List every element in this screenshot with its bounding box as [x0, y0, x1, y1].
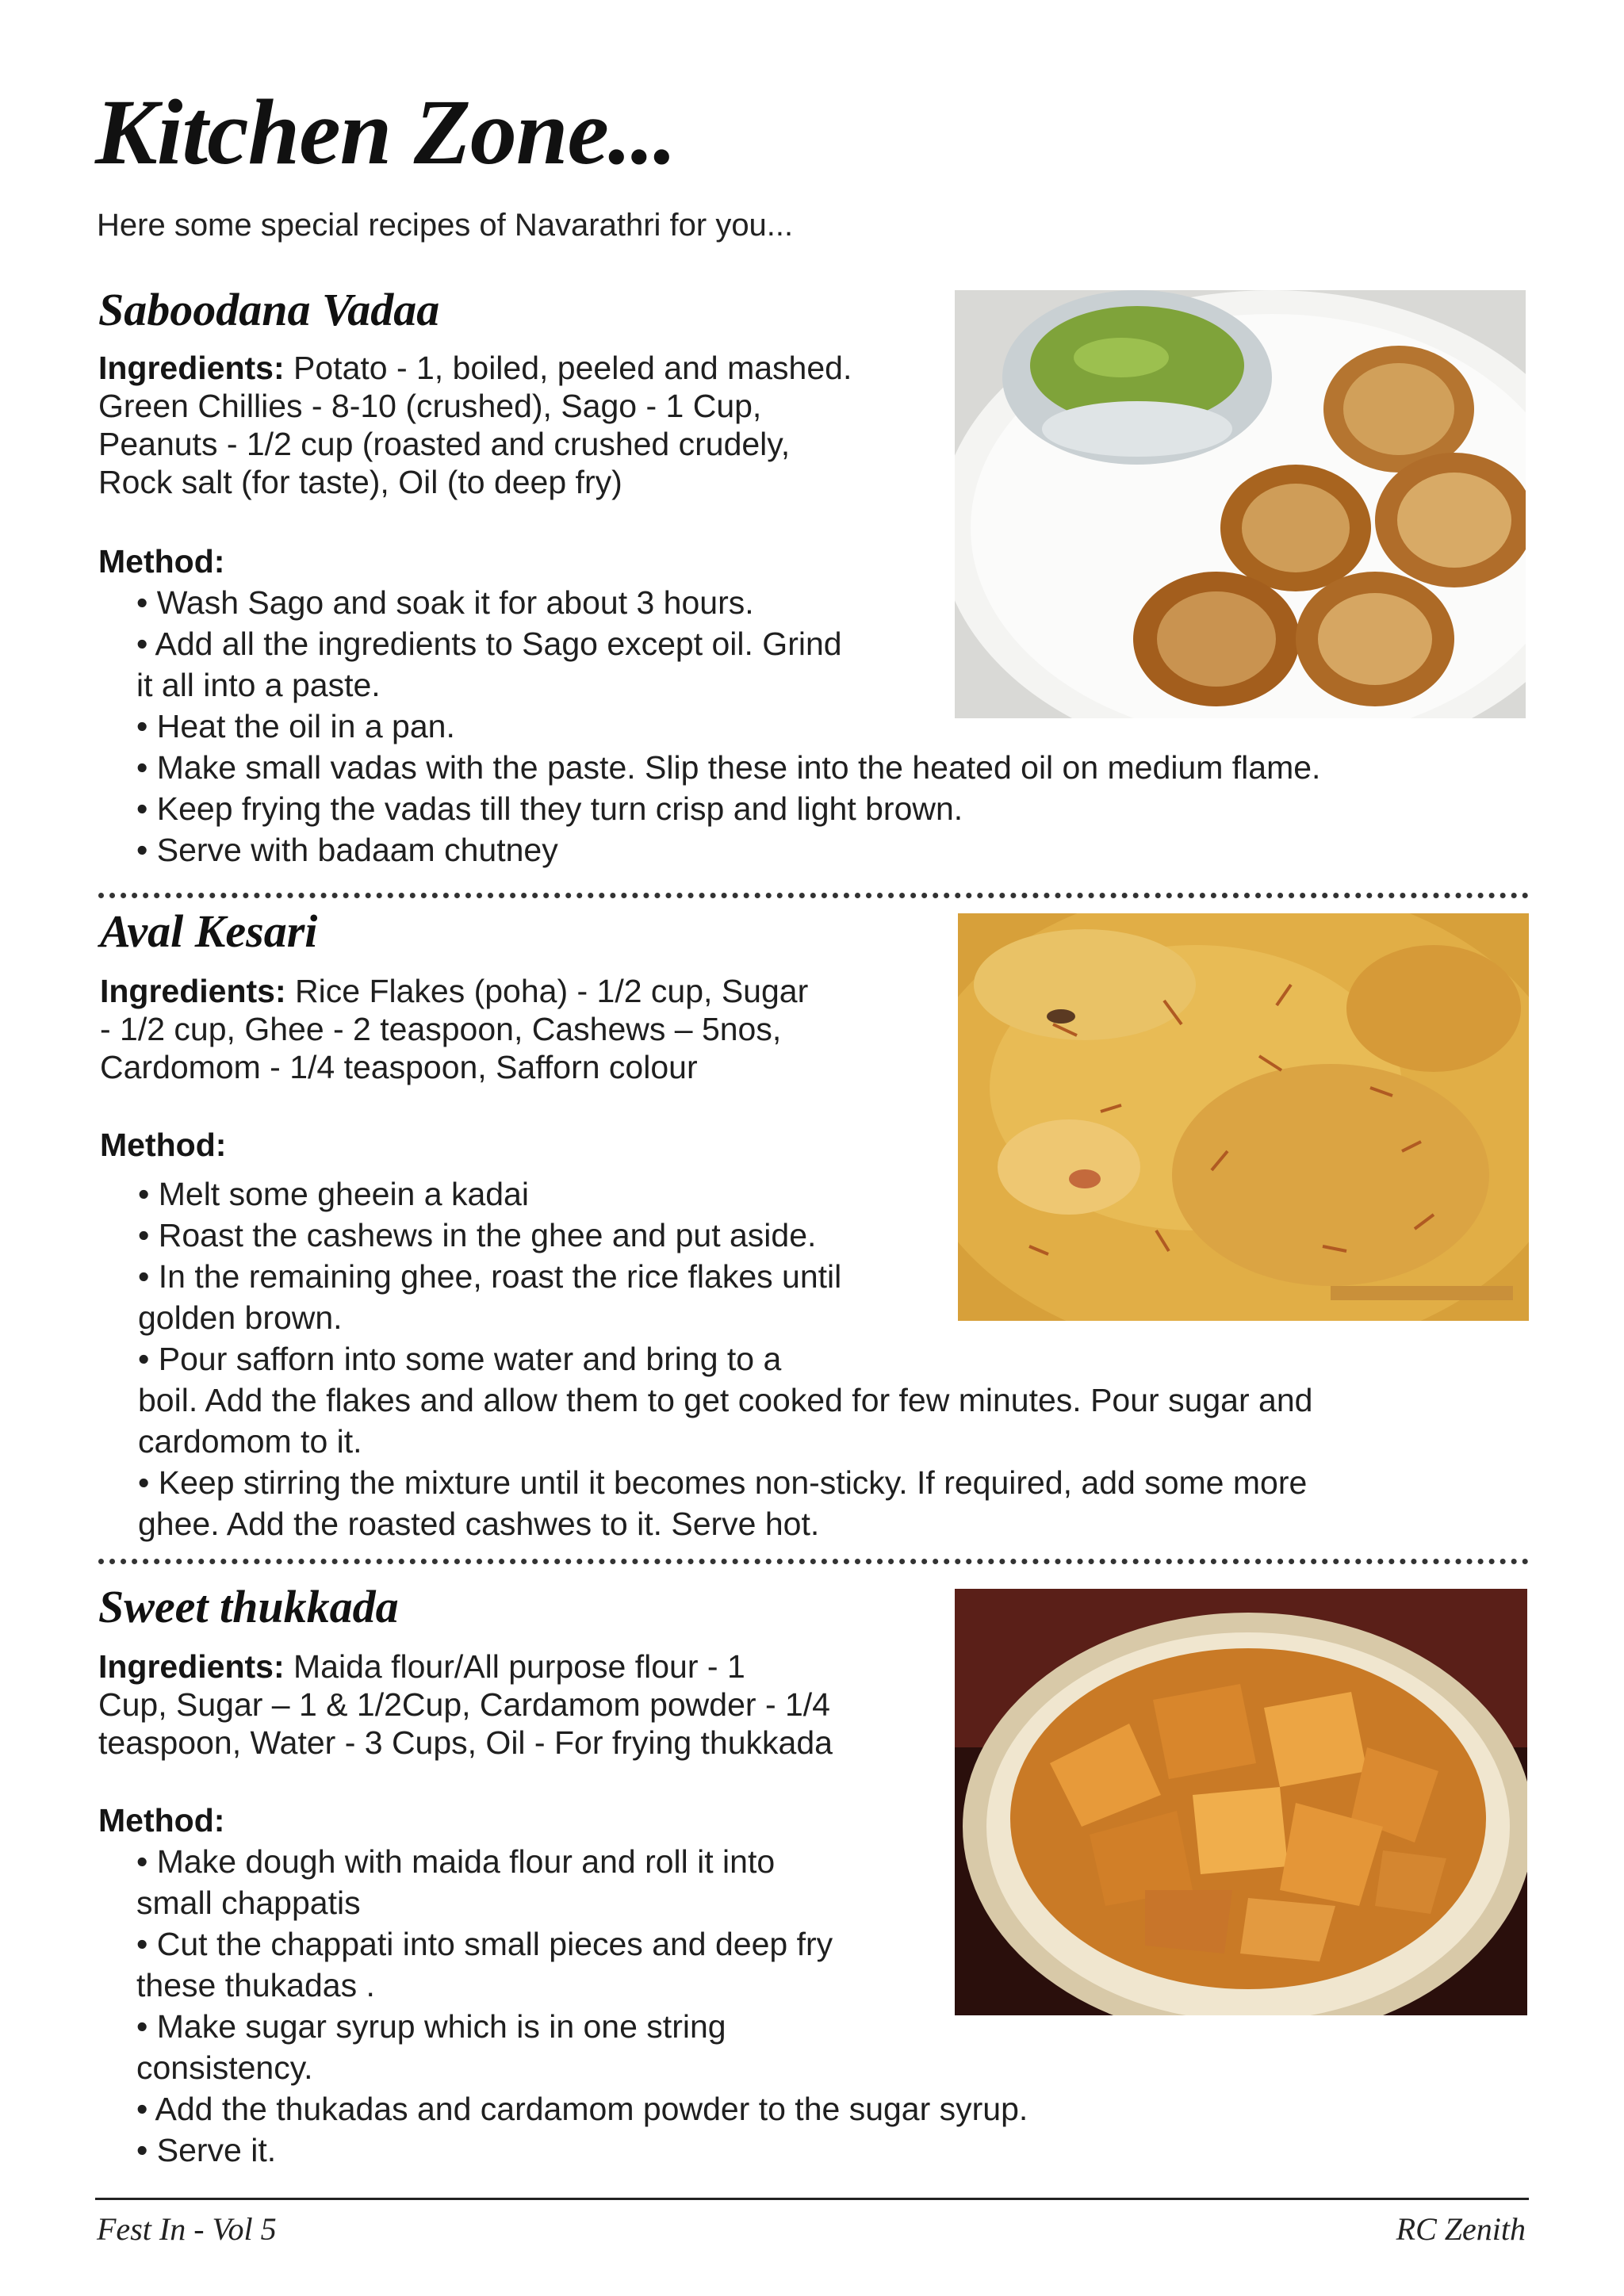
method-step: • Make small vadas with the paste. Slip these into the heated oil on medium flame.: [136, 749, 1321, 786]
footer-right: RC Zenith: [1396, 2211, 1526, 2247]
method-step: • Cut the chappati into small pieces and deep fry: [136, 1926, 833, 1962]
method-label: Method:: [98, 543, 225, 580]
recipe-title: Sweet thukkada: [98, 1581, 399, 1632]
method-step: • Make dough with maida flour and roll it into: [136, 1843, 776, 1880]
ingredients-label: Ingredients:: [98, 350, 285, 386]
method-step: consistency.: [136, 2049, 313, 2086]
method-step: • Melt some gheein a kadai: [138, 1176, 529, 1212]
method-step: • Roast the cashews in the ghee and put aside.: [138, 1217, 817, 1253]
ingredients-line: Cardomom - 1/4 teaspoon, Safforn colour: [100, 1049, 698, 1085]
sabudana-vada-photo: [955, 290, 1526, 718]
method-step: • Add all the ingredients to Sago except oil. Grind: [136, 626, 842, 662]
ingredients-line: Rock salt (for taste), Oil (to deep fry): [98, 464, 622, 500]
ingredients-line: Ingredients: Maida flour/All purpose flour - 1: [98, 1648, 745, 1685]
aval-kesari-photo: [958, 913, 1529, 1321]
recipe-title: Saboodana Vadaa: [98, 284, 440, 335]
section-divider: [98, 893, 1529, 898]
method-step: • Heat the oil in a pan.: [136, 708, 455, 744]
recipe-title: Aval Kesari: [100, 905, 318, 957]
method-step: these thukadas .: [136, 1967, 375, 2003]
ingredients-line: Cup, Sugar – 1 & 1/2Cup, Cardamom powder - 1/4: [98, 1686, 830, 1723]
ingredients-line: Ingredients: Potato - 1, boiled, peeled and mashed.: [98, 350, 852, 386]
method-step: ghee. Add the roasted cashwes to it. Serve hot.: [138, 1506, 820, 1542]
method-step: • In the remaining ghee, roast the rice flakes until: [138, 1258, 842, 1295]
ingredients-label: Ingredients:: [98, 1648, 285, 1685]
ingredients-line: Ingredients: Rice Flakes (poha) - 1/2 cup, Sugar: [100, 973, 809, 1009]
method-label: Method:: [98, 1802, 225, 1839]
method-step: small chappatis: [136, 1885, 361, 1921]
footer-rule: [95, 2198, 1529, 2200]
footer-left: Fest In - Vol 5: [97, 2211, 277, 2247]
method-label: Method:: [100, 1127, 227, 1163]
method-step: • Keep frying the vadas till they turn crisp and light brown.: [136, 790, 963, 827]
method-step: cardomom to it.: [138, 1423, 362, 1460]
section-divider: [98, 1559, 1529, 1564]
ingredients-line: Peanuts - 1/2 cup (roasted and crushed crudely,: [98, 426, 791, 462]
method-step: • Add the thukadas and cardamom powder to the sugar syrup.: [136, 2091, 1028, 2127]
sweet-thukkada-photo: [955, 1589, 1527, 2015]
method-step: it all into a paste.: [136, 667, 381, 703]
intro-text: Here some special recipes of Navarathri for you...: [97, 208, 794, 243]
method-step: • Keep stirring the mixture until it becomes non-sticky. If required, add some more: [138, 1464, 1308, 1501]
ingredients: [98, 1647, 955, 1762]
ingredients: [100, 972, 956, 1086]
ingredients-line: - 1/2 cup, Ghee - 2 teaspoon, Cashews – 5nos,: [100, 1011, 782, 1047]
method-step: boil. Add the flakes and allow them to get cooked for few minutes. Pour sugar and: [138, 1382, 1313, 1418]
method-step: golden brown.: [138, 1299, 343, 1336]
method-step: • Serve with badaam chutney: [136, 832, 558, 868]
method-step: • Pour safforn into some water and bring to a: [138, 1341, 782, 1377]
page-title: Kitchen Zone...: [95, 80, 676, 184]
method-step: • Wash Sago and soak it for about 3 hours.: [136, 584, 754, 621]
method-step: • Serve it.: [136, 2132, 277, 2168]
method-step: • Make sugar syrup which is in one string: [136, 2008, 726, 2045]
ingredients-line: teaspoon, Water - 3 Cups, Oil - For frying thukkada: [98, 1724, 833, 1761]
ingredients-label: Ingredients:: [100, 973, 286, 1009]
ingredients-line: Green Chillies - 8-10 (crushed), Sago - 1 Cup,: [98, 388, 762, 424]
ingredients: [98, 349, 955, 501]
